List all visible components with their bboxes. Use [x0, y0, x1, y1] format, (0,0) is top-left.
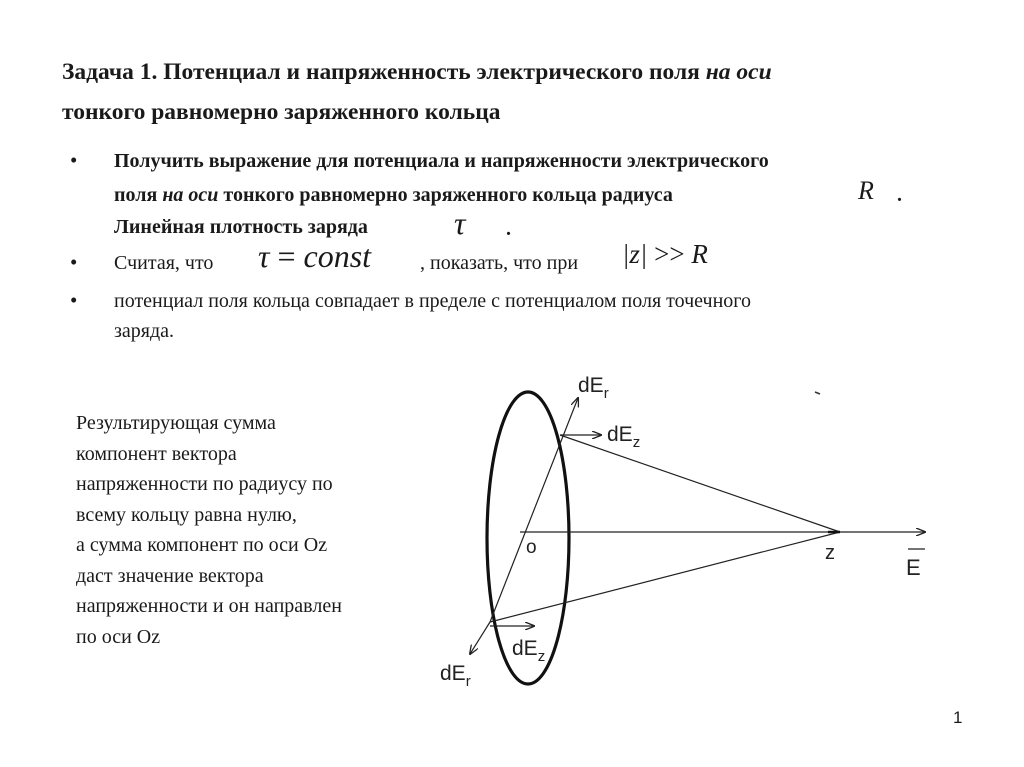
label-dEr-top: $dE_r$ — [578, 374, 609, 402]
bullet-marker: • — [70, 288, 78, 312]
condition-z-gg-R: |z| >> R — [622, 239, 708, 269]
bullet-marker: • — [70, 250, 78, 274]
bullet1-line3: Линейная плотность заряда — [114, 216, 368, 238]
explanation-line: даст значение вектора — [76, 564, 264, 587]
label-dEz-top: $dE_z$ — [607, 423, 641, 451]
label-origin-o: o — [526, 537, 537, 558]
ring-diameter — [490, 398, 578, 622]
bullet1-period-2: . — [506, 218, 511, 240]
explanation-line: компонент вектора — [76, 442, 237, 465]
explanation-line: напряженности и он направлен — [76, 595, 342, 617]
formula-tau-const: τ = const — [258, 238, 372, 274]
explanation-line: Результирующая сумма — [76, 412, 276, 434]
cone-line-top — [560, 435, 840, 532]
radius-symbol: R — [858, 176, 874, 205]
stray-mark — [815, 392, 820, 394]
label-point-z: z — [825, 542, 835, 564]
bullet1-line1: Получить выражение для потенциала и напряженности электрического — [114, 150, 769, 172]
label-vector-E: E — [906, 555, 921, 580]
explanation-line: а сумма компонент по оси Oz — [76, 534, 328, 556]
dEr-bottom-arrow — [470, 622, 490, 654]
label-dEz-bottom: $dE_z$ — [512, 637, 546, 665]
title-line-2: тонкого равномерно заряженного кольца — [62, 99, 501, 125]
explanation-line: всему кольцу равна нулю, — [76, 503, 297, 526]
explanation-line: по оси Oz — [76, 625, 161, 648]
tau-symbol: τ — [454, 205, 466, 241]
explanation-line: напряженности по радиусу по — [76, 473, 333, 495]
bullet-marker: • — [70, 148, 78, 172]
title-on-axis: на оси — [705, 59, 772, 85]
bullet2-mid: , показать, что при — [420, 252, 579, 274]
title-line-1: Задача 1. Потенциал и напряженность электрического поля на оси — [62, 59, 772, 85]
cone-line-bottom — [490, 532, 840, 622]
label-dEr-bottom: $dE_r$ — [440, 662, 471, 690]
bullet3-line1: потенциал поля кольца совпадает в пределе с потенциалом поля точечного — [114, 290, 752, 312]
bullet1-period: . — [897, 184, 902, 206]
page-number: 1 — [953, 708, 963, 727]
bullet3-line2: заряда. — [114, 320, 175, 342]
bullet2-pre: Считая, что — [114, 252, 214, 274]
bullet1-line2: поля на оси тонкого равномерно заряженного кольца радиуса — [114, 184, 673, 206]
